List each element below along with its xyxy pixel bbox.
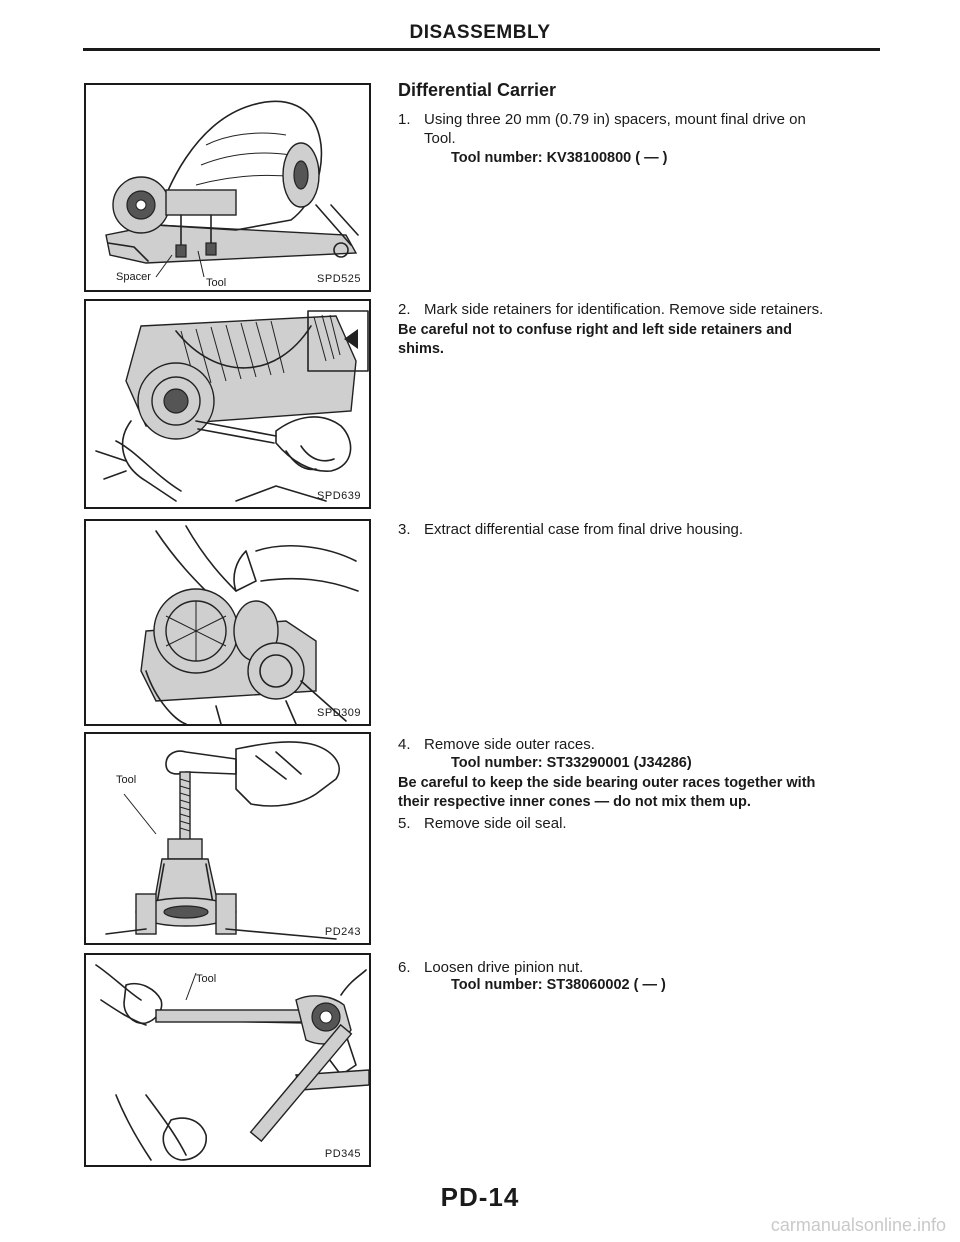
figure-code: PD345 — [324, 1148, 361, 1160]
watermark: carmanualsonline.info — [770, 1215, 946, 1235]
step-4 — [398, 735, 884, 754]
figure-code: PD243 — [324, 926, 361, 938]
caution-4 — [398, 774, 884, 812]
step-3 — [398, 520, 884, 539]
figure-spd639 — [84, 299, 371, 509]
figure-spd525 — [84, 83, 371, 292]
step-text-continued: Tool. — [424, 130, 456, 147]
figure-pd243 — [84, 732, 371, 945]
figure-pd345 — [84, 953, 371, 1167]
section-heading: Differential Carrier — [398, 80, 557, 100]
caution-2 — [398, 321, 884, 359]
drive-pinion-nut-loosening-illustration — [86, 955, 369, 1165]
tool-number-6: Tool number: ST38060002 ( — ) — [451, 977, 666, 993]
step-text: Loosen drive pinion nut. — [424, 959, 584, 976]
final-drive-on-stand-illustration — [86, 85, 369, 290]
figure-code: SPD525 — [317, 273, 361, 285]
page-number: PD-14 — [440, 1182, 520, 1212]
caution-line: Be careful to keep the side bearing outer races together with — [398, 775, 816, 791]
caution-line: Be careful not to confuse right and left side retainers and — [398, 322, 792, 338]
header-rule — [83, 48, 880, 51]
step-2 — [398, 300, 884, 319]
caution-line: their respective inner cones — do not mix them up. — [398, 794, 751, 810]
step-text: Mark side retainers for identification. Remove side retainers. — [424, 301, 824, 318]
tool-number-4: Tool number: ST33290001 (J34286) — [451, 755, 692, 771]
spacer-label: Spacer — [116, 271, 151, 283]
figure-spd309 — [84, 519, 371, 726]
step-1 — [398, 110, 884, 148]
figure-code: SPD639 — [317, 490, 361, 502]
page-header-title: DISASSEMBLY — [409, 22, 551, 43]
step-text: Extract differential case from final drive housing. — [424, 521, 744, 538]
step-text: Remove side oil seal. — [424, 815, 567, 832]
tool-label: Tool — [196, 973, 217, 985]
caution-line: shims. — [398, 341, 444, 357]
step-number: 1. — [398, 111, 411, 128]
step-number: 6. — [398, 959, 411, 976]
step-number: 4. — [398, 736, 411, 753]
tool-number-1: Tool number: KV38100800 ( — ) — [451, 150, 668, 166]
outer-race-puller-illustration — [86, 734, 369, 943]
step-6 — [398, 958, 884, 977]
differential-case-extraction-illustration — [86, 521, 369, 724]
step-number: 3. — [398, 521, 411, 538]
step-text: Using three 20 mm (0.79 in) spacers, mount final drive on — [424, 111, 806, 128]
step-number: 2. — [398, 301, 411, 318]
step-number: 5. — [398, 815, 411, 832]
side-retainer-removal-illustration — [86, 301, 369, 507]
tool-label: Tool — [116, 774, 137, 786]
tool-label: Tool — [206, 277, 227, 289]
step-text: Remove side outer races. — [424, 736, 595, 753]
step-5 — [398, 814, 884, 833]
figure-code: SPD309 — [317, 707, 361, 719]
